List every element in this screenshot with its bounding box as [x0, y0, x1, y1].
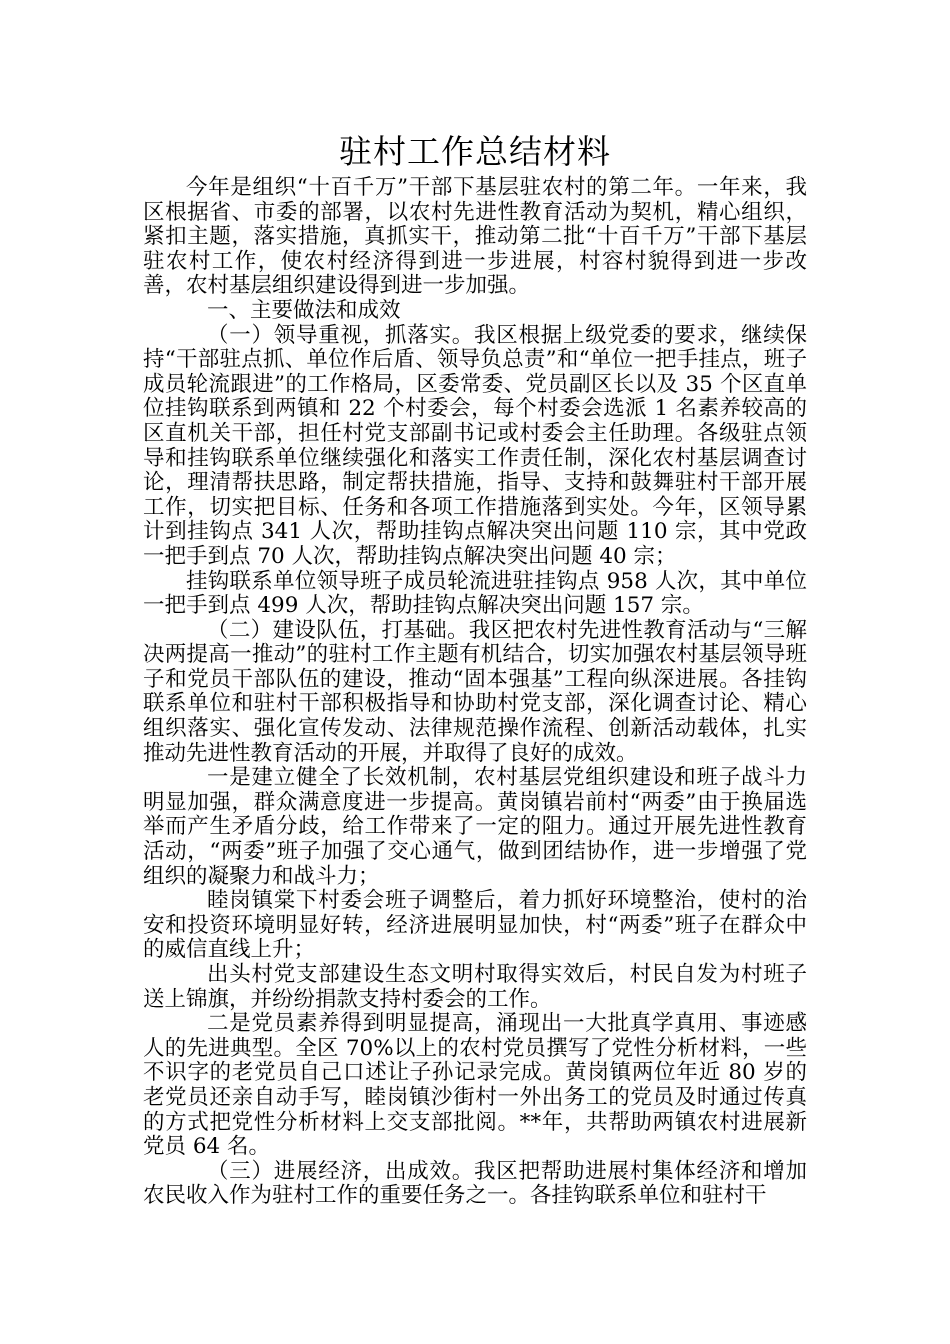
paragraph-team-building: （二）建设队伍，打基础。我区把农村先进性教育活动与“三解决两提高一推动”的驻村工作主题有机结合，切实加强农村基层领导班子和党员干部队伍的建设，推动“固本强基”工程向纵深进展。各挂钩联系单位和驻村干部积极指导和协助村党支部，深化调查讨论、精心组织落实、强化宣传发动、法律规范操作流程、创新活动载体，扎实推动先进性教育活动的开展，并取得了良好的成效。 — [143, 617, 807, 766]
paragraph-mechanism: 一是建立健全了长效机制，农村基层党组织建设和班子战斗力明显加强，群众满意度进一步提高。黄岗镇岩前村“两委”由于换届选举而产生矛盾分歧，给工作带来了一定的阻力。通过开展先进性教育活动，“两委”班子加强了交心通气，做到团结协作，进一步增强了党组织的凝聚力和战斗力； — [143, 765, 807, 889]
paragraph-unit-leaders: 挂钩联系单位领导班子成员轮流进驻挂钩点 958 人次，其中单位一把手到点 499 人次，帮助挂钩点解决突出问题 157 宗。 — [143, 568, 807, 619]
section-heading: 一、主要做法和成效 — [207, 297, 401, 323]
document-page — [143, 128, 807, 1209]
paragraph-chutou-village: 出头村党支部建设生态文明村取得实效后，村民自发为村班子送上锦旗，并纷纷捐款支持村委会的工作。 — [143, 962, 807, 1012]
document-title: 驻村工作总结材料 — [339, 132, 611, 171]
intro-paragraph: 今年是组织“十百千万”干部下基层驻农村的第二年。一年来，我区根据省、市委的部署，以农村先进性教育活动为契机，精心组织，紧扣主题，落实措施，真抓实干，推动第二批“十百千万”干部下基层驻农村工作，使农村经济得到进一步进展，村容村貌得到进一步改善，农村基层组织建设得到进一步加强。 — [143, 175, 807, 299]
paragraph-leadership: （一）领导重视，抓落实。我区根据上级党委的要求，继续保持“干部驻点抓、单位作后盾、领导负总责”和“单位一把手挂点，班子成员轮流跟进”的工作格局，区委常委、党员副区长以及 35 个区直单位挂钩联系到两镇和 22 个村委会，每个村委会选派 1 名素养较高的区直机关干部，担任村党支部副书记或村委会主任助理。各级驻点领导和挂钩联系单位继续强化和落实工作责任制，深化农村基层调查讨论，理清帮扶思路，制定帮扶措施，指导、支持和鼓舞驻村干部开展工作，切实把目标、任务和各项工作措施落到实处。今年，区领导累计到挂钩点 341 人次，帮助挂钩点解决突出问题 110 宗，其中党政一把手到点 70 人次，帮助挂钩点解决突出问题 40 宗； — [143, 322, 807, 569]
paragraph-economy: （三）进展经济，出成效。我区把帮助进展村集体经济和增加农民收入作为驻村工作的重要任务之一。各挂钩联系单位和驻村干 — [143, 1158, 807, 1209]
paragraph-party-members: 二是党员素养得到明显提高，涌现出一大批真学真用、事迹感人的先进典型。全区 70%以上的农村党员撰写了党性分析材料，一些不识字的老党员自己口述让子孙记录完成。黄岗镇两位年近 80 岁的老党员还亲自动手写，睦岗镇沙街村一外出务工的党员及时通过传真的方式把党性分析材料上交支部批阅。**年，共帮助两镇农村进展新党员 64 名。 — [143, 1011, 807, 1160]
paragraph-tangxia-village: 睦岗镇棠下村委会班子调整后，着力抓好环境整治，使村的治安和投资环境明显好转，经济进展明显加快，村“两委”班子在群众中的威信直线上升； — [143, 888, 807, 963]
